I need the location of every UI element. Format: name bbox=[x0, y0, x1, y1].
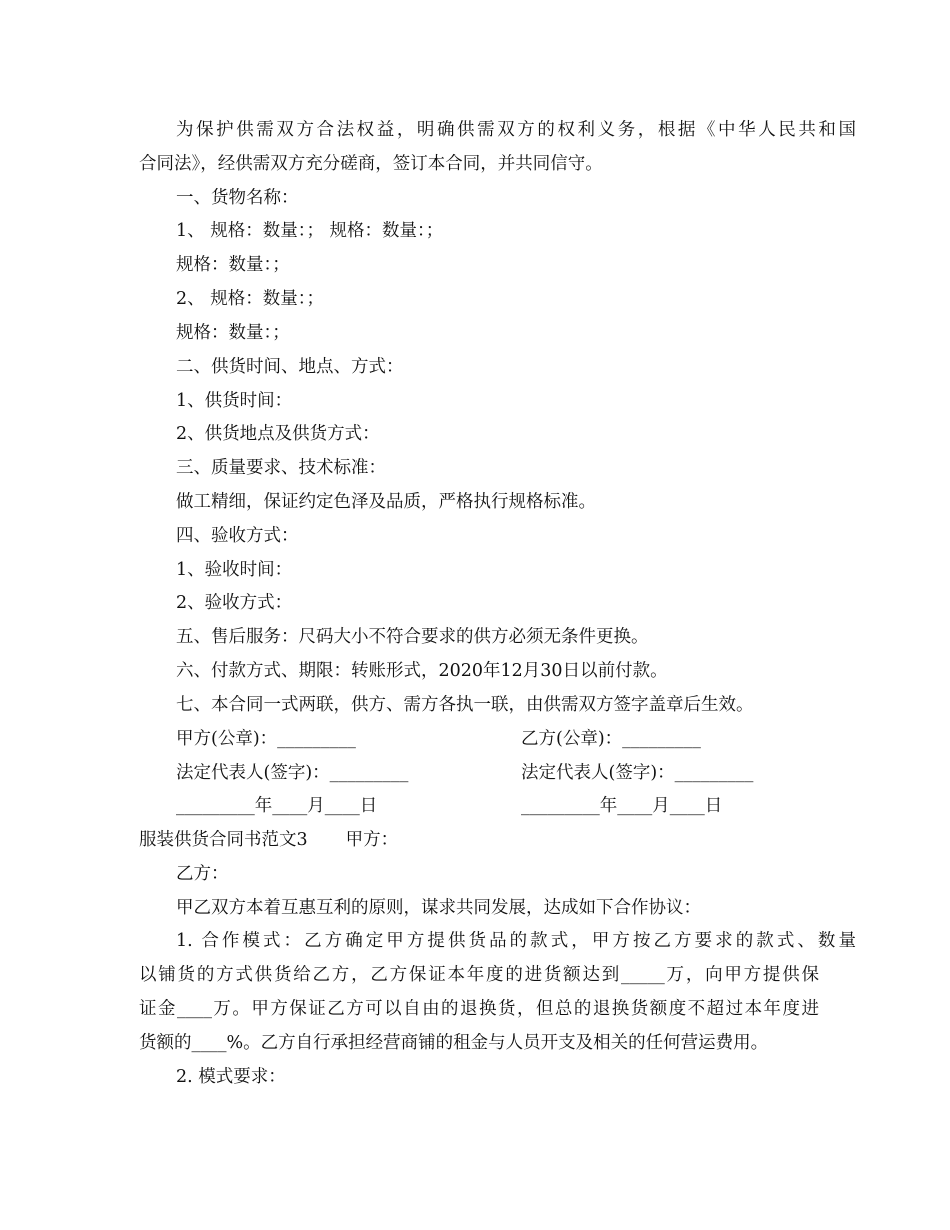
section-heading-supply: 二、供货时间、地点、方式： bbox=[176, 357, 404, 377]
party-a-seal: 甲方(公章)：_________ bbox=[176, 729, 356, 749]
clause-1-line-1: 1. 合作模式：乙方确定甲方提供货品的款式，甲方按乙方要求的款式、数量 bbox=[176, 931, 856, 951]
goods-spec-line-2: 规格：数量：； bbox=[176, 255, 290, 275]
clause-1-line-4: 货额的____%。乙方自行承担经营商铺的租金与人员开支及相关的任何营运费用。 bbox=[139, 1033, 769, 1053]
clause-1-line-2: 以铺货的方式供货给乙方，乙方保证本年度的进货额达到_____万，向甲方提供保 bbox=[139, 965, 819, 985]
next-contract-party-a: 甲方： bbox=[345, 830, 399, 850]
party-b-seal: 乙方(公章)：_________ bbox=[521, 729, 701, 749]
section-after-sales: 五、售后服务：尺码大小不符合要求的供方必须无条件更换。 bbox=[176, 627, 649, 647]
supply-time: 1、供货时间： bbox=[176, 391, 293, 411]
section-copies: 七、本合同一式两联，供方、需方各执一联，由供需双方签字盖章后生效。 bbox=[176, 695, 754, 715]
signature-row-representative bbox=[176, 761, 816, 785]
next-contract-intro: 甲乙双方本着互惠互利的原则，谋求共同发展，达成如下合作协议： bbox=[176, 898, 701, 918]
quality-text: 做工精细，保证约定色泽及品质，严格执行规格标准。 bbox=[176, 492, 596, 512]
goods-spec-line-1: 1、 规格：数量：； 规格：数量：； bbox=[176, 221, 444, 241]
signature-row-seal bbox=[176, 727, 816, 751]
goods-spec-line-3: 2、 规格：数量：； bbox=[176, 289, 324, 309]
section-heading-quality: 三、质量要求、技术标准： bbox=[176, 458, 386, 478]
party-a-representative: 法定代表人(签字)：_________ bbox=[176, 763, 409, 783]
paragraph-preamble-line-1: 为保护供需双方合法权益，明确供需双方的权利义务，根据《中华人民共和国 bbox=[176, 120, 856, 140]
next-contract-heading bbox=[139, 828, 819, 852]
clause-1-line-3: 证金____万。甲方保证乙方可以自由的退换货，但总的退换货额度不超过本年度进 bbox=[139, 999, 819, 1019]
party-b-date: _________年____月____日 bbox=[521, 796, 723, 816]
acceptance-time: 1、验收时间： bbox=[176, 560, 293, 580]
section-heading-acceptance: 四、验收方式： bbox=[176, 526, 299, 546]
goods-spec-line-4: 规格：数量：； bbox=[176, 323, 290, 343]
next-contract-title: 服装供货合同书范文3 bbox=[139, 830, 308, 850]
signature-row-date bbox=[176, 794, 816, 818]
paragraph-preamble-line-2: 合同法》，经供需双方充分磋商，签订本合同，并共同信守。 bbox=[139, 154, 603, 174]
party-b-representative: 法定代表人(签字)：_________ bbox=[521, 763, 754, 783]
acceptance-method: 2、验收方式： bbox=[176, 593, 293, 613]
party-a-date: _________年____月____日 bbox=[176, 796, 378, 816]
supply-place-method: 2、供货地点及供货方式： bbox=[176, 424, 380, 444]
next-contract-party-b: 乙方： bbox=[176, 864, 229, 884]
clause-2-heading: 2. 模式要求： bbox=[176, 1067, 286, 1087]
section-heading-goods: 一、货物名称： bbox=[176, 188, 299, 208]
section-payment: 六、付款方式、期限：转账形式，2020年12月30日以前付款。 bbox=[176, 661, 668, 681]
